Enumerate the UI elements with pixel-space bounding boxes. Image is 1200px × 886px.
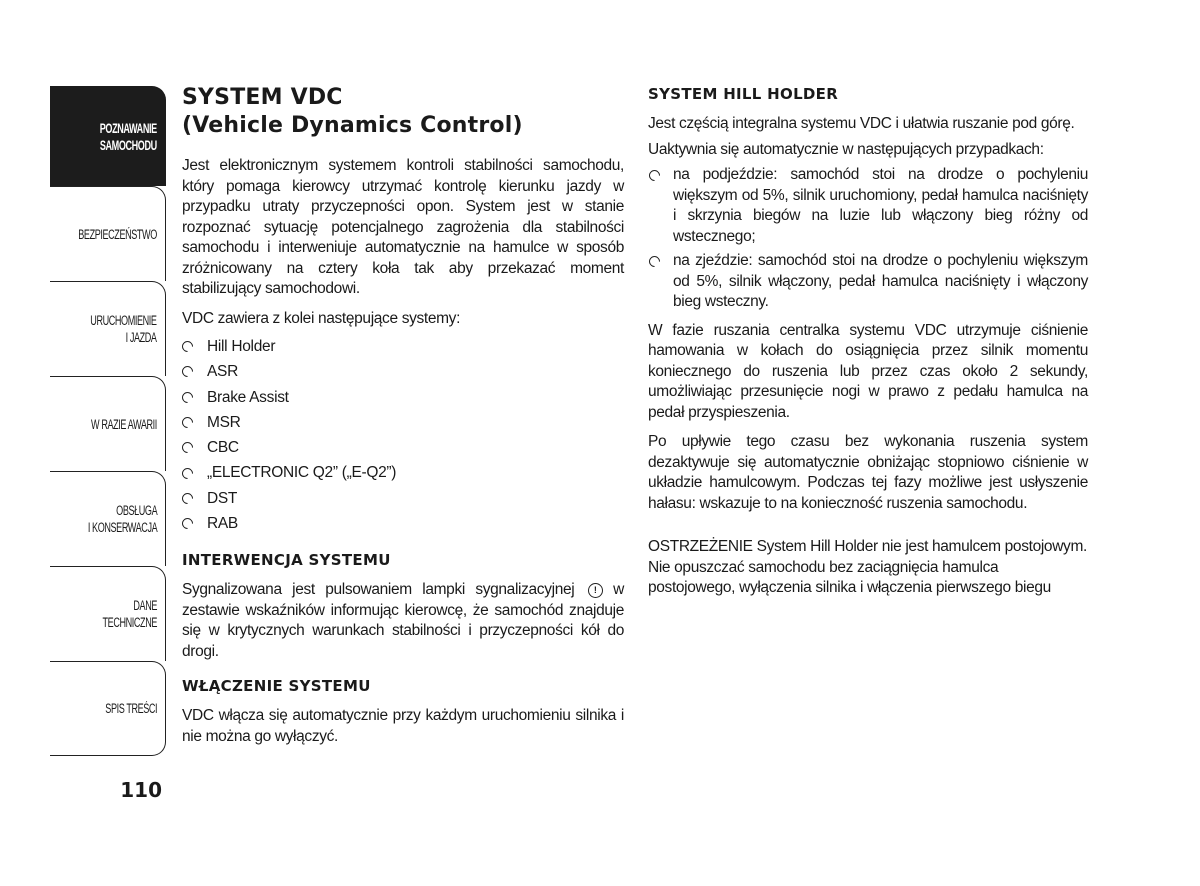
intervention-text-part: Sygnalizowana jest pulsowaniem lampki sygnalizacyjnej — [182, 581, 575, 599]
list-item-text: ASR — [207, 363, 238, 381]
list-item-text: na podjeździe: samochód stoi na drodze o pochyleniu większym od 5%, silnik uruchomiony, pedał hamulca naciśnięty i skrzynia biegów na luzie lub włączony bieg różny od wstecznego; — [673, 166, 1088, 245]
list-item-text: Brake Assist — [207, 388, 289, 406]
vdc-intro: Jest elektronicznym systemem kontroli stabilności samochodu, który pomaga kierowcy utrzymać kontrolę kierunku jazdy w przypadku utraty przyczepności opon. System jest w stanie rozpoznać sytuację potencjalnego zagrożenia dla stabilności samochodu i interweniuje automatycznie na hamulce w sposób zróżnicowany na cztery koła tak aby przekazać moment stabilizujący samochodowi. — [182, 157, 624, 297]
hill-holder-p2: Uaktywnia się automatycznie w następujących przypadkach: — [648, 140, 1044, 158]
list-item — [648, 165, 1088, 247]
tab-spis-tresci[interactable] — [50, 661, 166, 756]
tab-label: BEZPIECZEŃSTWO — [78, 226, 157, 242]
list-item-text: MSR — [207, 413, 241, 431]
bullet-icon — [180, 440, 196, 456]
list-item-text: na zjeździe: samochód stoi na drodze o pochyleniu większym od 5%, silnik włączony, pedał hamulca naciśnięty i włączony bieg wsteczny. — [673, 252, 1088, 310]
list-item-text: Hill Holder — [207, 338, 276, 355]
warning-note: OSTRZEŻENIE System Hill Holder nie jest hamulcem postojowym. Nie opuszczać samochodu bez zaciągnięcia hamulca postojowego, wyłączenia silnika i włączenia pierwszego biegu — [648, 538, 1087, 596]
bullet-icon — [180, 491, 196, 507]
bullet-icon — [180, 465, 196, 481]
tab-obsluga-i-konserwacja[interactable] — [50, 471, 166, 566]
bullet-icon — [180, 415, 196, 431]
title-line-2: (Vehicle Dynamics Control) — [182, 113, 523, 138]
hill-holder-p3: W fazie ruszania centralka systemu VDC utrzymuje ciśnienie hamowania w kołach do osiągnięcia przez silnik momentu koniecznego do ruszenia lub przez czas około 2 sekundy, umożliwiając przesunięcie nogi w prawo z pedału hamulca na pedał przyspieszenia. — [648, 321, 1088, 421]
list-item-text: RAB — [207, 515, 238, 533]
tab-w-razie-awarii[interactable] — [50, 376, 166, 471]
left-column — [182, 84, 624, 756]
right-column — [648, 84, 1088, 608]
tab-label: OBSŁUGA — [115, 503, 157, 518]
list-item — [182, 435, 624, 460]
bullet-icon — [180, 389, 196, 405]
tab-label: I JAZDA — [126, 330, 157, 345]
intervention-heading: INTERWENCJA SYSTEMU — [182, 551, 391, 570]
hill-holder-p4: Po upływie tego czasu bez wykonania ruszenia system dezaktywuje się automatycznie obniżając stopniowo ciśnienie w układzie hamulcowym. Podczas tej fazy możliwe jest usłyszenie hałasu: wskazuje to na konieczność ruszenia samochodu. — [648, 433, 1088, 512]
bullet-icon — [647, 168, 663, 184]
intervention-text-part: w zestawie wskaźników informując kierowcę, że samochód znajduje się w krytycznych warunkach stabilności i przyczepności kół do drogi. — [182, 581, 624, 660]
tab-label: URUCHOMIENIE — [90, 313, 157, 328]
hill-holder-heading: SYSTEM HILL HOLDER — [648, 85, 839, 103]
tab-dane-techniczne[interactable] — [50, 566, 166, 661]
tab-label: DANE — [133, 598, 157, 613]
bullet-icon — [180, 516, 196, 532]
tab-label: SPIS TREŚCI — [105, 701, 157, 716]
tab-poznawanie-samochodu[interactable] — [50, 86, 166, 186]
tab-uruchomienie-i-jazda[interactable] — [50, 281, 166, 376]
list-item — [182, 410, 624, 435]
intervention-text — [182, 580, 624, 662]
list-item — [648, 251, 1088, 313]
list-item — [182, 359, 624, 384]
vdc-warning-light-icon: ! — [588, 583, 603, 598]
tab-bezpieczenstwo[interactable] — [50, 186, 166, 281]
list-item — [182, 385, 624, 410]
page-number: 110 — [120, 778, 162, 802]
spacer — [648, 523, 1088, 537]
bullet-icon — [647, 254, 663, 270]
list-item-text: DST — [207, 489, 238, 507]
list-item — [182, 334, 624, 359]
hill-holder-p1: Jest częścią integralna systemu VDC i ułatwia ruszanie pod górę. — [648, 115, 1075, 132]
bullet-icon — [180, 364, 196, 380]
list-item-text: CBC — [207, 439, 239, 457]
title-line-1: SYSTEM VDC — [182, 85, 343, 110]
list-item — [182, 460, 624, 485]
chapter-tabs — [50, 86, 166, 756]
activation-text: VDC włącza się automatycznie przy każdym uruchomieniu silnika i nie można go wyłączyć. — [182, 707, 624, 745]
bullet-icon — [180, 339, 196, 355]
cases-list — [648, 165, 1088, 313]
list-item-text: „ELECTRONIC Q2” („E-Q2”) — [207, 464, 397, 482]
list-item — [182, 486, 624, 511]
tab-label: W RAZIE AWARII — [91, 416, 157, 432]
tab-label: POZNAWANIE — [100, 120, 157, 136]
tab-label: TECHNICZNE — [102, 615, 157, 630]
page-title — [182, 84, 624, 140]
tab-label: SAMOCHODU — [100, 137, 157, 153]
activation-heading: WŁĄCZENIE SYSTEMU — [182, 677, 371, 696]
systems-list — [182, 334, 624, 536]
systems-intro: VDC zawiera z kolei następujące systemy: — [182, 309, 461, 327]
tab-label: I KONSERWACJA — [87, 520, 157, 535]
list-item — [182, 511, 624, 536]
